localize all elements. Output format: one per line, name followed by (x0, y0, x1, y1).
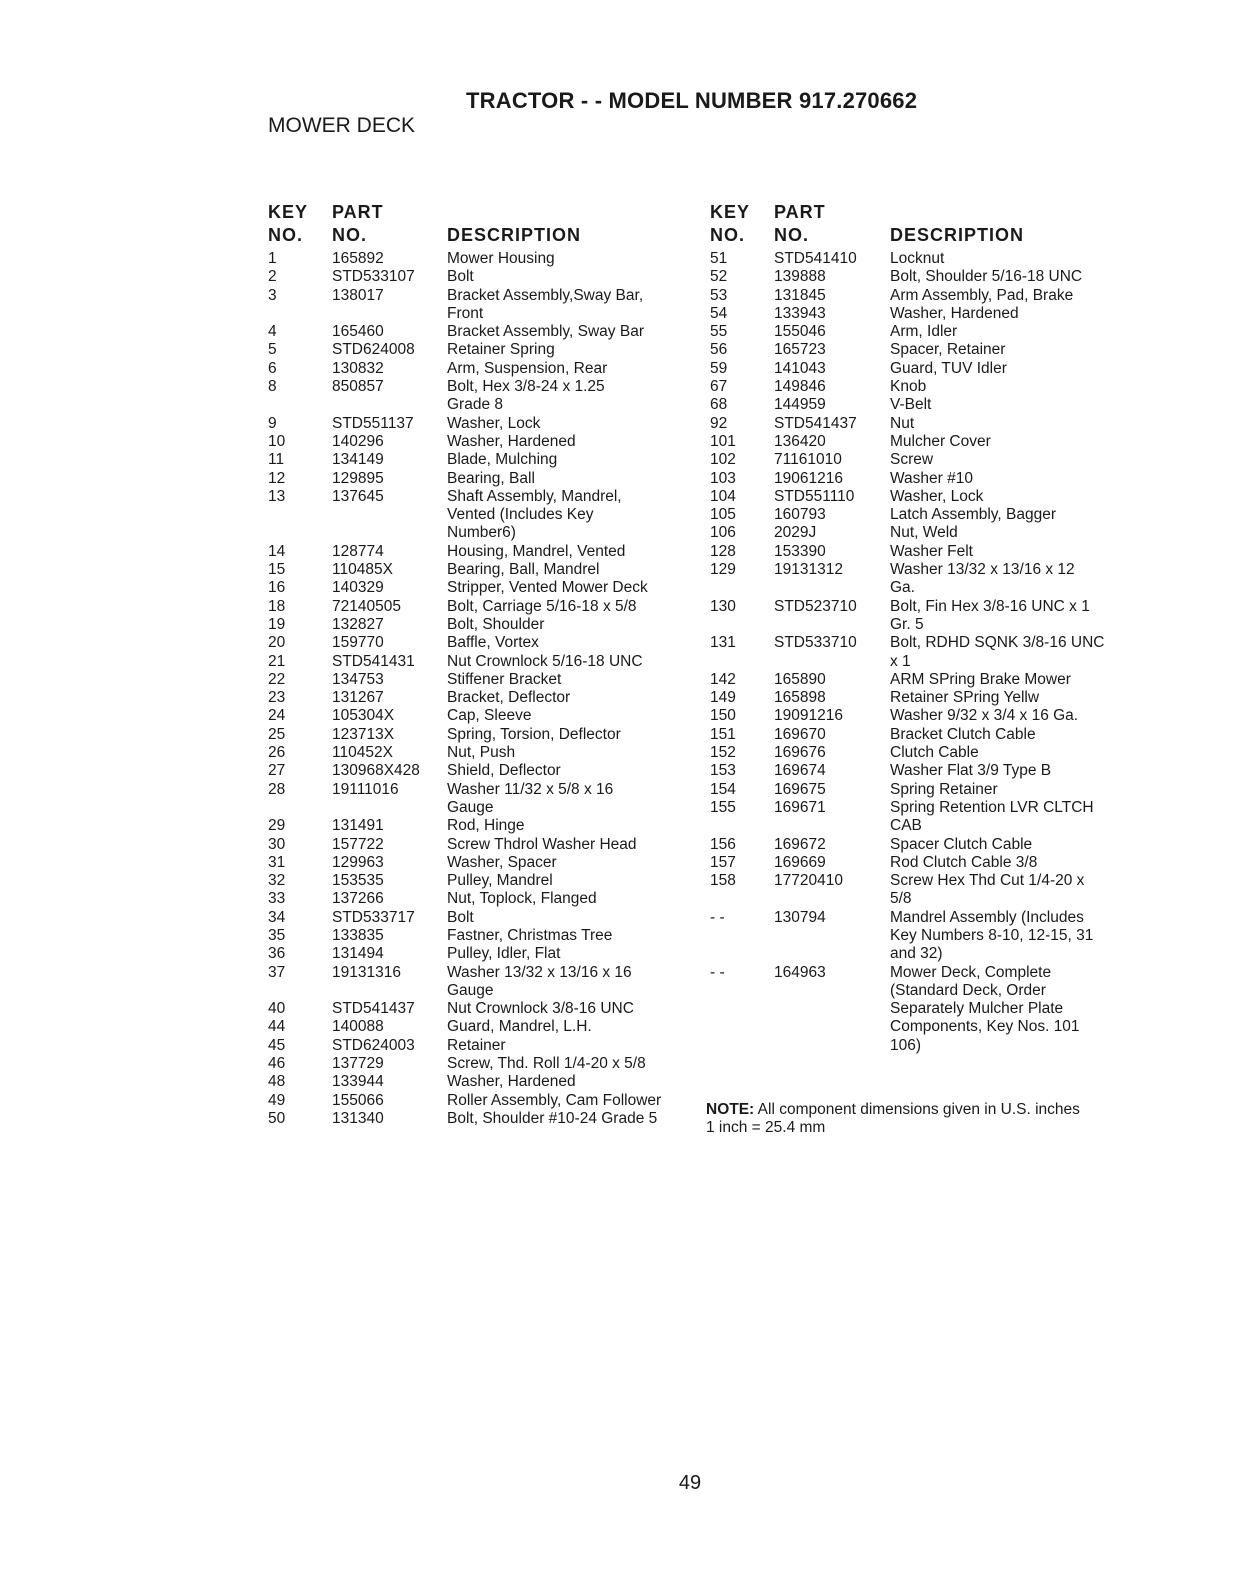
part-no: 131340 (332, 1109, 384, 1127)
description: Screw, Thd. Roll 1/4-20 x 5/8 (447, 1055, 646, 1073)
part-no: 133944 (332, 1073, 384, 1091)
part-no: 131845 (774, 286, 826, 304)
key-no: 151 (710, 725, 736, 743)
key-no: - - (710, 963, 725, 981)
part-no: 2029J (774, 524, 817, 542)
part-header: PART (774, 202, 826, 222)
description: Ga. (890, 579, 915, 597)
key-no: 102 (710, 451, 736, 469)
description: Bolt, Shoulder 5/16-18 UNC (890, 268, 1083, 286)
key-no: 149 (710, 689, 736, 707)
description: Shaft Assembly, Mandrel, (447, 487, 622, 505)
description: Bracket, Deflector (447, 689, 571, 707)
description: CAB (890, 817, 922, 835)
part-no: 140329 (332, 579, 384, 597)
key-no: 131 (710, 634, 736, 652)
description-header: DESCRIPTION (447, 225, 582, 245)
part-no: 137645 (332, 487, 384, 505)
key-no: 29 (268, 817, 286, 835)
description: Blade, Mulching (447, 451, 558, 469)
key-no: 28 (268, 780, 286, 798)
part-no: 131494 (332, 945, 384, 963)
part-no: 133835 (332, 926, 384, 944)
key-no-header: NO. (710, 225, 746, 245)
description: Nut, Push (447, 744, 516, 762)
part-no: 160793 (774, 506, 826, 524)
key-header: KEY (710, 202, 751, 222)
key-no: 129 (710, 561, 736, 579)
key-no: 13 (268, 487, 286, 505)
description: Retainer (447, 1036, 506, 1054)
part-no: 850857 (332, 378, 384, 396)
description: Mandrel Assembly (Includes (890, 908, 1084, 926)
part-no: 19131312 (774, 561, 843, 579)
key-no: 18 (268, 597, 286, 615)
description: Nut Crownlock 5/16-18 UNC (447, 652, 643, 670)
description: Locknut (890, 250, 945, 267)
part-no: STD624008 (332, 341, 415, 359)
description: Number6) (447, 524, 516, 542)
part-no: 130794 (774, 908, 826, 926)
description: Clutch Cable (890, 744, 979, 762)
key-no: 37 (268, 963, 286, 981)
description: Grade 8 (447, 396, 504, 414)
description: Pulley, Idler, Flat (447, 945, 561, 963)
part-no: 133943 (774, 304, 826, 322)
part-no: 19131316 (332, 963, 401, 981)
description: Gauge (447, 798, 494, 816)
description: Washer, Lock (890, 487, 984, 505)
description: Arm Assembly, Pad, Brake (890, 286, 1074, 304)
description: Nut, Toplock, Flanged (447, 890, 597, 908)
description: Spring Retainer (890, 780, 998, 798)
part-no: 140088 (332, 1018, 384, 1036)
part-no: STD541437 (332, 1000, 415, 1018)
key-no: 55 (710, 323, 728, 341)
description: Washer, Hardened (447, 1073, 576, 1091)
description: Washer 13/32 x 13/16 x 16 (447, 963, 632, 981)
description: Rod Clutch Cable 3/8 (890, 853, 1038, 871)
description: Fastner, Christmas Tree (447, 926, 613, 944)
description: Mower Deck, Complete (890, 963, 1052, 981)
key-no: 128 (710, 542, 736, 560)
key-no: 34 (268, 908, 286, 926)
part-no: 137266 (332, 890, 384, 908)
description: Washer Felt (890, 542, 973, 560)
key-no: - - (710, 908, 725, 926)
description: Guard, TUV Idler (890, 359, 1007, 377)
part-no: 141043 (774, 359, 826, 377)
key-no: 45 (268, 1036, 286, 1054)
part-no: 139888 (774, 268, 826, 286)
key-no: 26 (268, 744, 286, 762)
key-no: 30 (268, 835, 286, 853)
key-no: 5 (268, 341, 277, 359)
part-no: 71161010 (774, 451, 842, 469)
part-no: STD533710 (774, 634, 857, 652)
description: Stripper, Vented Mower Deck (447, 579, 648, 597)
part-no-header: NO. (332, 225, 368, 245)
key-no: 21 (268, 652, 286, 670)
description: Mulcher Cover (890, 432, 991, 450)
part-no: 19061216 (774, 469, 843, 487)
description: Bracket Assembly,Sway Bar, (447, 286, 644, 304)
key-no: 24 (268, 707, 286, 725)
part-no: 169676 (774, 744, 826, 762)
part-no: 149846 (774, 378, 826, 396)
part-no: 110452X (332, 744, 393, 762)
key-no: 46 (268, 1055, 286, 1073)
description: V-Belt (890, 396, 932, 414)
part-no: 153390 (774, 542, 826, 560)
note-line-2: 1 inch = 25.4 mm (706, 1119, 826, 1137)
key-no: 150 (710, 707, 736, 725)
key-no: 68 (710, 396, 728, 414)
description: Shield, Deflector (447, 762, 561, 780)
part-no: 144959 (774, 396, 826, 414)
key-no: 106 (710, 524, 736, 542)
part-no: 153535 (332, 872, 384, 890)
key-no: 54 (710, 304, 728, 322)
part-no: 157722 (332, 835, 384, 853)
part-no: 131267 (332, 689, 384, 707)
key-no: 53 (710, 286, 728, 304)
description: Bolt (447, 908, 474, 926)
part-no: 155046 (774, 323, 826, 341)
part-no: 136420 (774, 432, 826, 450)
description: Washer, Spacer (447, 853, 557, 871)
key-no: 51 (710, 250, 728, 267)
description: Bracket Clutch Cable (890, 725, 1036, 743)
key-no: 153 (710, 762, 736, 780)
description: Spacer, Retainer (890, 341, 1006, 359)
description: Bolt, RDHD SQNK 3/8-16 UNC (890, 634, 1105, 652)
key-no: 105 (710, 506, 736, 524)
description: Nut, Weld (890, 524, 958, 542)
key-no: 67 (710, 378, 728, 396)
part-header: PART (332, 202, 384, 222)
description: Washer 9/32 x 3/4 x 16 Ga. (890, 707, 1079, 725)
key-no: 1 (268, 250, 277, 267)
description: and 32) (890, 945, 943, 963)
key-no: 142 (710, 670, 736, 688)
description: Nut (890, 414, 915, 432)
part-no: STD533717 (332, 908, 415, 926)
description: Bracket Assembly, Sway Bar (447, 323, 644, 341)
part-no: 110485X (332, 561, 393, 579)
key-no: 130 (710, 597, 736, 615)
part-no: 165892 (332, 250, 384, 267)
key-no: 31 (268, 853, 286, 871)
key-no: 35 (268, 926, 286, 944)
key-header: KEY (268, 202, 309, 222)
part-no: 169670 (774, 725, 826, 743)
description: Retainer Spring (447, 341, 555, 359)
key-no: 50 (268, 1109, 286, 1127)
description: Components, Key Nos. 101 (890, 1018, 1080, 1036)
part-no: 169669 (774, 853, 826, 871)
part-no: 131491 (332, 817, 384, 835)
part-no: STD551110 (774, 487, 855, 505)
part-no: 132827 (332, 615, 384, 633)
part-no: 130968X428 (332, 762, 420, 780)
part-no: 19111016 (332, 780, 399, 798)
description: Washer, Hardened (447, 432, 576, 450)
description: Cap, Sleeve (447, 707, 532, 725)
description: Gauge (447, 981, 494, 999)
description: Separately Mulcher Plate (890, 1000, 1064, 1018)
description: (Standard Deck, Order (890, 981, 1046, 999)
description: Roller Assembly, Cam Follower (447, 1091, 662, 1109)
key-no: 20 (268, 634, 286, 652)
part-no: 129895 (332, 469, 384, 487)
description: Washer 13/32 x 13/16 x 12 (890, 561, 1075, 579)
description: Washer #10 (890, 469, 973, 487)
key-no: 155 (710, 798, 736, 816)
section-title: MOWER DECK (268, 114, 415, 137)
description: Screw Thdrol Washer Head (447, 835, 637, 853)
page-title: TRACTOR - - MODEL NUMBER 917.270662 (466, 88, 918, 113)
part-no: 169674 (774, 762, 826, 780)
part-no: 169675 (774, 780, 826, 798)
key-no: 19 (268, 615, 286, 633)
key-no: 4 (268, 323, 277, 341)
description: Arm, Suspension, Rear (447, 359, 608, 377)
key-no: 8 (268, 378, 277, 396)
description: Bearing, Ball (447, 469, 535, 487)
key-no: 156 (710, 835, 736, 853)
part-no: 128774 (332, 542, 384, 560)
key-no: 10 (268, 432, 286, 450)
description: Pulley, Mandrel (447, 872, 553, 890)
key-no: 59 (710, 359, 728, 377)
part-no: 123713X (332, 725, 395, 743)
part-no: 169671 (774, 798, 826, 816)
description: Latch Assembly, Bagger (890, 506, 1056, 524)
part-no: STD523710 (774, 597, 857, 615)
part-no: STD541437 (774, 414, 857, 432)
description: 106) (890, 1036, 922, 1054)
part-no: 129963 (332, 853, 384, 871)
part-no: STD551137 (332, 414, 414, 432)
description: Retainer SPring Yellw (890, 689, 1040, 707)
description: Spacer Clutch Cable (890, 835, 1033, 853)
description: Gr. 5 (890, 615, 924, 633)
key-no: 92 (710, 414, 728, 432)
description: Washer 11/32 x 5/8 x 16 (447, 780, 614, 798)
description: Bolt, Shoulder (447, 615, 545, 633)
page-number: 49 (678, 1472, 702, 1494)
description: Bolt, Carriage 5/16-18 x 5/8 (447, 597, 637, 615)
description: Key Numbers 8-10, 12-15, 31 (890, 926, 1094, 944)
part-no: 72140505 (332, 597, 401, 615)
part-no: 165723 (774, 341, 826, 359)
key-no: 49 (268, 1091, 286, 1109)
key-no: 158 (710, 872, 736, 890)
part-no: 165898 (774, 689, 826, 707)
key-no: 56 (710, 341, 728, 359)
key-no: 52 (710, 268, 728, 286)
key-no: 157 (710, 853, 736, 871)
key-no: 11 (268, 451, 285, 469)
key-no: 22 (268, 670, 286, 688)
part-no: 140296 (332, 432, 384, 450)
description: Vented (Includes Key (447, 506, 594, 524)
key-no: 3 (268, 286, 277, 304)
part-no: 17720410 (774, 872, 843, 890)
description: Spring, Torsion, Deflector (447, 725, 621, 743)
part-no: 169672 (774, 835, 826, 853)
description: Screw (890, 451, 934, 469)
description: Bolt, Hex 3/8-24 x 1.25 (447, 378, 605, 396)
key-no: 154 (710, 780, 736, 798)
description: Mower Housing (447, 250, 555, 267)
part-no: 134753 (332, 670, 384, 688)
key-no: 36 (268, 945, 286, 963)
key-no: 9 (268, 414, 277, 432)
key-no: 32 (268, 872, 286, 890)
description: ARM SPring Brake Mower (890, 670, 1071, 688)
key-no: 23 (268, 689, 286, 707)
key-no: 33 (268, 890, 286, 908)
key-no: 104 (710, 487, 736, 505)
key-no: 48 (268, 1073, 286, 1091)
key-no: 15 (268, 561, 286, 579)
description: Knob (890, 378, 927, 396)
part-no: STD541410 (774, 250, 857, 267)
description: Spring Retention LVR CLTCH (890, 798, 1094, 816)
description-header: DESCRIPTION (890, 225, 1025, 245)
dimension-note (706, 1101, 1080, 1138)
part-no: STD541431 (332, 652, 415, 670)
description: Guard, Mandrel, L.H. (447, 1018, 592, 1036)
description: Baffle, Vortex (447, 634, 539, 652)
key-no: 44 (268, 1018, 286, 1036)
description: Rod, Hinge (447, 817, 525, 835)
key-no: 2 (268, 268, 277, 286)
description: Bolt (447, 268, 474, 286)
description: Washer, Hardened (890, 304, 1019, 322)
key-no: 101 (710, 432, 736, 450)
description: Washer Flat 3/9 Type B (890, 762, 1052, 780)
key-no: 25 (268, 725, 286, 743)
description: Housing, Mandrel, Vented (447, 542, 626, 560)
description: Front (447, 304, 484, 322)
part-no: 130832 (332, 359, 384, 377)
description: x 1 (890, 652, 911, 670)
description: Stiffener Bracket (447, 670, 562, 688)
key-no: 14 (268, 542, 286, 560)
part-no-header: NO. (774, 225, 810, 245)
key-no: 40 (268, 1000, 286, 1018)
description: Screw Hex Thd Cut 1/4-20 x (890, 872, 1085, 890)
key-no-header: NO. (268, 225, 304, 245)
part-no: 165890 (774, 670, 826, 688)
part-no: 159770 (332, 634, 384, 652)
key-no: 152 (710, 744, 736, 762)
description: Bearing, Ball, Mandrel (447, 561, 600, 579)
part-no: 134149 (332, 451, 384, 469)
key-no: 6 (268, 359, 277, 377)
part-no: 138017 (332, 286, 384, 304)
description: Bolt, Fin Hex 3/8-16 UNC x 1 (890, 597, 1090, 615)
description: Nut Crownlock 3/8-16 UNC (447, 1000, 634, 1018)
part-no: 19091216 (774, 707, 843, 725)
part-no: 165460 (332, 323, 384, 341)
key-no: 16 (268, 579, 286, 597)
part-no: STD533107 (332, 268, 415, 286)
note-label: NOTE: (706, 1101, 755, 1118)
part-no: 137729 (332, 1055, 384, 1073)
part-no: STD624003 (332, 1036, 415, 1054)
part-no: 105304X (332, 707, 395, 725)
key-no: 27 (268, 762, 286, 780)
part-no: 164963 (774, 963, 826, 981)
description: 5/8 (890, 890, 912, 908)
part-no: 155066 (332, 1091, 384, 1109)
description: Bolt, Shoulder #10-24 Grade 5 (447, 1109, 658, 1127)
note-line-1: All component dimensions given in U.S. inches (754, 1101, 1080, 1118)
description: Washer, Lock (447, 414, 541, 432)
key-no: 103 (710, 469, 736, 487)
description: Arm, Idler (890, 323, 958, 341)
key-no: 12 (268, 469, 286, 487)
